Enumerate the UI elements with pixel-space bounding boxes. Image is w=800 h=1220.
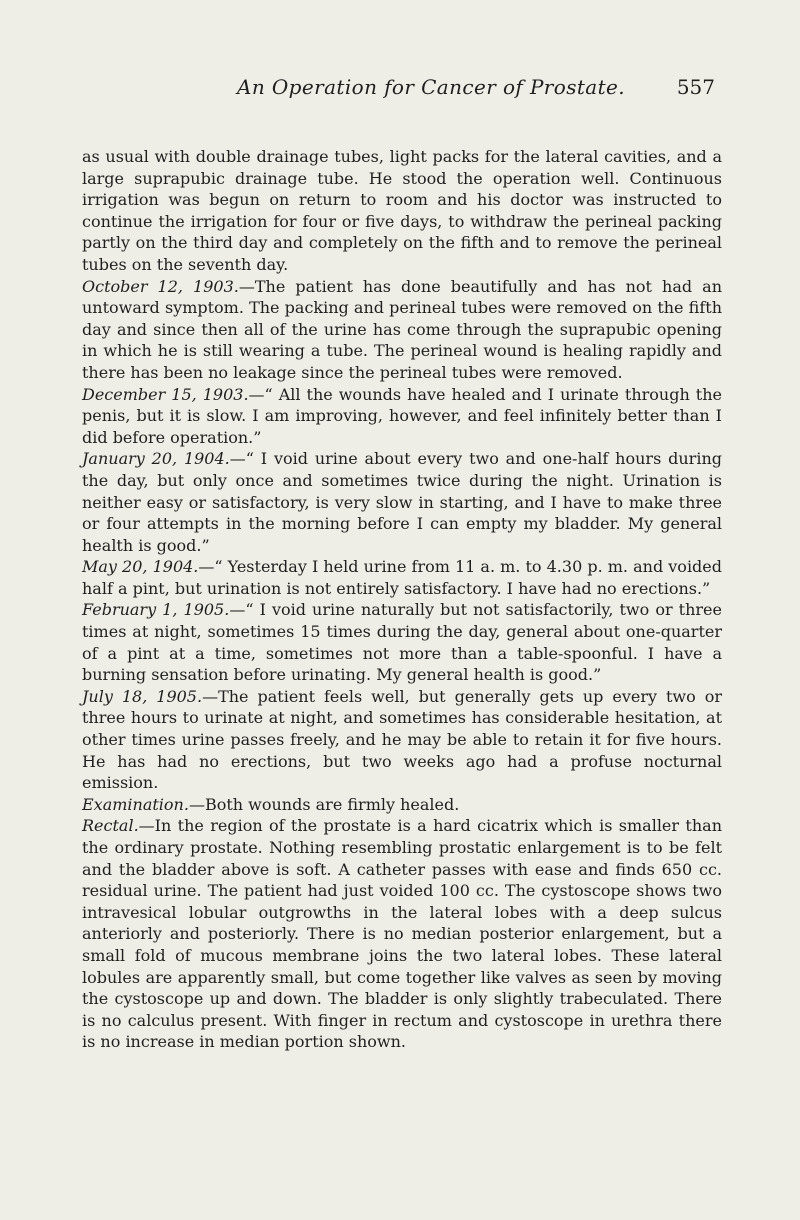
paragraph-text: —“ I void urine naturally but not satisfactorily, two or three times at night, sometimes 15 times during the day, general about one-quarter of a pint at a time, sometimes not more than a table-spoonful. I have a burning sensation before urinating. My general health is good.” xyxy=(82,600,722,685)
paragraph xyxy=(82,815,722,1053)
paragraph-lead: July 18, 1905. xyxy=(82,686,203,706)
paragraph-text: —“ All the wounds have healed and I urinate through the penis, but it is slow. I am improving, however, and feel infinitely better than I did before operation.” xyxy=(82,384,722,447)
paragraph-text: —The patient has done beautifully and has not had an untoward symptom. The packing and perineal tubes were removed on the fifth day and since then all of the urine has come through the suprapubic opening in which he is still wearing a tube. The perineal wound is healing rapidly and there has been no leakage since the perineal tubes were removed. xyxy=(82,276,723,382)
paragraph-lead: Rectal. xyxy=(82,816,139,836)
paragraph-text: —The patient feels well, but generally gets up every two or three hours to urinate at night, and sometimes has considerable hesitation, at other times urine passes freely, and he may be able to retain it for five hours. He has had no erections, but two weeks ago had a profuse nocturnal emission. xyxy=(82,686,723,793)
paragraph xyxy=(82,686,722,794)
paragraph-text: —Both wounds are firmly healed. xyxy=(188,794,460,814)
paragraph-lead: October 12, 1903. xyxy=(82,276,239,296)
paragraph xyxy=(82,448,722,556)
paragraph xyxy=(82,599,722,685)
running-title: An Operation for Cancer of Prostate. xyxy=(237,75,626,99)
paragraph xyxy=(82,146,722,276)
page-number: 557 xyxy=(676,75,715,99)
paragraph-lead: May 20, 1904. xyxy=(82,557,199,577)
paragraph-text: —“ Yesterday I held urine from 11 a. m. to 4.30 p. m. and voided half a pint, but urination is not entirely satisfactory. I have had no erections.” xyxy=(82,557,723,598)
paragraph-lead: January 20, 1904. xyxy=(82,449,230,469)
paragraph xyxy=(82,794,722,816)
paragraph xyxy=(82,556,722,599)
body-text xyxy=(82,146,722,1053)
paragraph-text: —In the region of the prostate is a hard cicatrix which is smaller than the ordinary prostate. Nothing resembling prostatic enlargement is to be felt and the bladder above is soft. A catheter passes with ease and finds 650 cc. residual urine. The patient had just voided 100 cc. The cystoscope shows two intravesical lobular outgrowths in the lateral lobes with a deep sulcus anteriorly and posteriorly. There is no median posterior enlargement, but a small fold of mucous membrane joins the two lateral lobes. These lateral lobules are apparently small, but come together like valves as seen by moving the cystoscope up and down. The bladder is only slightly trabeculated. There is no calculus present. With finger in rectum and cystoscope in urethra there is no increase in median portion shown. xyxy=(82,816,722,1052)
paragraph-lead: December 15, 1903. xyxy=(82,384,249,404)
paragraph-text: —“ I void urine about every two and one-half hours during the day, but only once and sometimes twice during the night. Urination is neither easy or satisfactory, is very slow in starting, and I have to make three or four attempts in the morning before I can empty my bladder. My general health is good.” xyxy=(82,449,722,555)
running-header xyxy=(0,75,800,107)
paragraph-lead: Examination. xyxy=(82,794,189,814)
paragraph xyxy=(82,276,722,384)
paragraph-lead: February 1, 1905. xyxy=(82,600,230,620)
paragraph xyxy=(82,384,722,449)
paragraph-text: as usual with double drainage tubes, light packs for the lateral cavities, and a large suprapubic drainage tube. He stood the operation well. Continuous irrigation was begun on return to room and his doctor was instructed to continue the irrigation for four or five days, to withdraw the perineal packing partly on the third day and completely on the fifth and to remove the perineal tubes on the seventh day. xyxy=(82,147,722,274)
